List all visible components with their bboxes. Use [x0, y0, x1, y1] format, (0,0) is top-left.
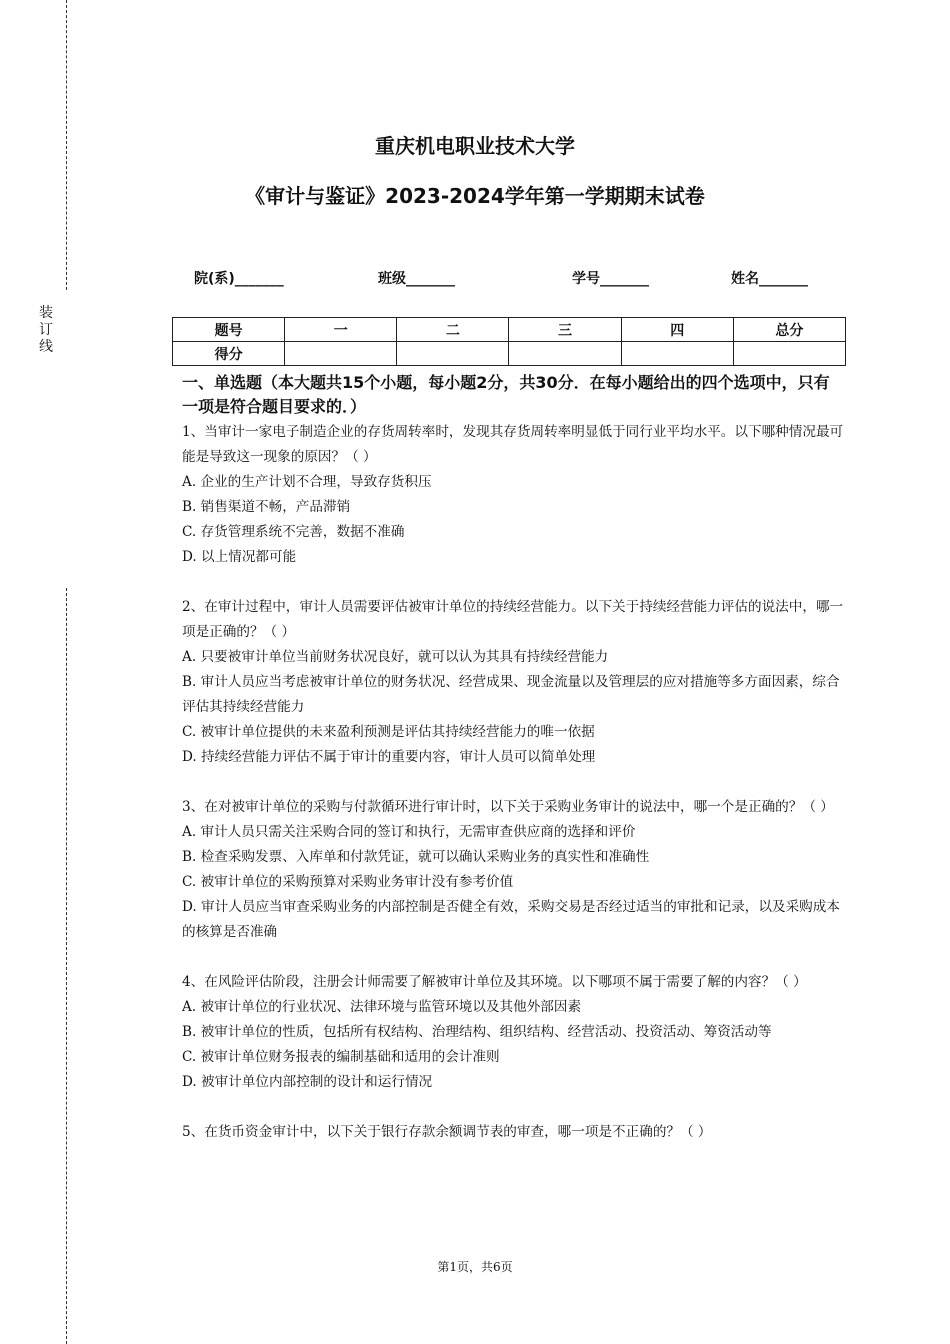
- student-info-row: [0, 268, 950, 292]
- name-field[interactable]: 姓名_______: [731, 271, 808, 287]
- option-c: C. 被审计单位的采购预算对采购业务审计没有参考价值: [182, 874, 514, 890]
- question-item: [182, 420, 850, 570]
- question-item: [182, 970, 850, 1095]
- score-table-header-cell: 一: [285, 318, 397, 342]
- score-cell[interactable]: [621, 342, 733, 366]
- page-footer: 第1页，共6页: [437, 1260, 513, 1274]
- score-table-header-row: [173, 318, 846, 342]
- class-field[interactable]: 班级_______: [378, 271, 455, 287]
- score-table-header-cell: 四: [621, 318, 733, 342]
- score-cell[interactable]: [733, 342, 845, 366]
- score-table-header-cell: 三: [509, 318, 621, 342]
- score-row-label: 得分: [173, 342, 285, 366]
- option-a: A. 被审计单位的行业状况、法律环境与监管环境以及其他外部因素: [182, 999, 582, 1015]
- option-a: A. 企业的生产计划不合理，导致存货积压: [182, 474, 432, 490]
- section-heading: 一、单选题（本大题共15个小题，每小题2分，共30分．在每小题给出的四个选项中，只有一项是符合题目要求的．）: [182, 373, 830, 416]
- binding-label: 装 订 线: [39, 305, 53, 355]
- option-b: B. 检查采购发票、入库单和付款凭证，就可以确认采购业务的真实性和准确性: [182, 849, 650, 865]
- question-stem: 4、在风险评估阶段，注册会计师需要了解被审计单位及其环境。以下哪项不属于需要了解的内容？（ ）: [182, 974, 807, 990]
- school-name: 重庆机电职业技术大学: [375, 134, 575, 158]
- option-c: C. 被审计单位提供的未来盈利预测是评估其持续经营能力的唯一依据: [182, 724, 595, 740]
- option-c: C. 被审计单位财务报表的编制基础和适用的会计准则: [182, 1049, 500, 1065]
- question-item: [182, 795, 850, 945]
- option-a: A. 审计人员只需关注采购合同的签订和执行，无需审查供应商的选择和评价: [182, 824, 636, 840]
- score-table: [172, 317, 846, 366]
- student-id-field[interactable]: 学号_______: [572, 271, 649, 287]
- score-cell[interactable]: [397, 342, 509, 366]
- option-b: B. 被审计单位的性质，包括所有权结构、治理结构、组织结构、经营活动、投资活动、筹资活动等: [182, 1024, 772, 1040]
- option-d: D. 被审计单位内部控制的设计和运行情况: [182, 1074, 433, 1090]
- option-a: A. 只要被审计单位当前财务状况良好，就可以认为其具有持续经营能力: [182, 649, 609, 665]
- question-stem: 3、在对被审计单位的采购与付款循环进行审计时，以下关于采购业务审计的说法中，哪一个是正确的？（ ）: [182, 799, 834, 815]
- exam-title: 《审计与鉴证》2023-2024学年第一学期期末试卷: [245, 184, 705, 208]
- question-list: [182, 420, 850, 1170]
- score-cell[interactable]: [285, 342, 397, 366]
- question-stem: 1、当审计一家电子制造企业的存货周转率时，发现其存货周转率明显低于同行业平均水平。以下哪种情况最可能是导致这一现象的原因？（ ）: [182, 424, 844, 465]
- department-field[interactable]: 院(系)_______: [194, 271, 284, 287]
- question-stem: 5、在货币资金审计中，以下关于银行存款余额调节表的审查，哪一项是不正确的？（ ）: [182, 1124, 712, 1140]
- score-table-header-cell: 二: [397, 318, 509, 342]
- question-item: [182, 595, 850, 770]
- binding-line-bottom: [66, 588, 67, 1344]
- option-d: D. 以上情况都可能: [182, 549, 297, 565]
- option-b: B. 审计人员应当考虑被审计单位的财务状况、经营成果、现金流量以及管理层的应对措施等多方面因素，综合评估其持续经营能力: [182, 674, 840, 715]
- option-d: D. 持续经营能力评估不属于审计的重要内容，审计人员可以简单处理: [182, 749, 596, 765]
- option-b: B. 销售渠道不畅，产品滞销: [182, 499, 351, 515]
- score-cell[interactable]: [509, 342, 621, 366]
- score-table-score-row: [173, 342, 846, 366]
- score-table-header-cell: 总分: [733, 318, 845, 342]
- question-item: [182, 1120, 850, 1145]
- score-table-header-cell: 题号: [173, 318, 285, 342]
- option-d: D. 审计人员应当审查采购业务的内部控制是否健全有效，采购交易是否经过适当的审批和记录，以及采购成本的核算是否准确: [182, 899, 840, 940]
- question-stem: 2、在审计过程中，审计人员需要评估被审计单位的持续经营能力。以下关于持续经营能力评估的说法中，哪一项是正确的？（ ）: [182, 599, 844, 640]
- option-c: C. 存货管理系统不完善，数据不准确: [182, 524, 405, 540]
